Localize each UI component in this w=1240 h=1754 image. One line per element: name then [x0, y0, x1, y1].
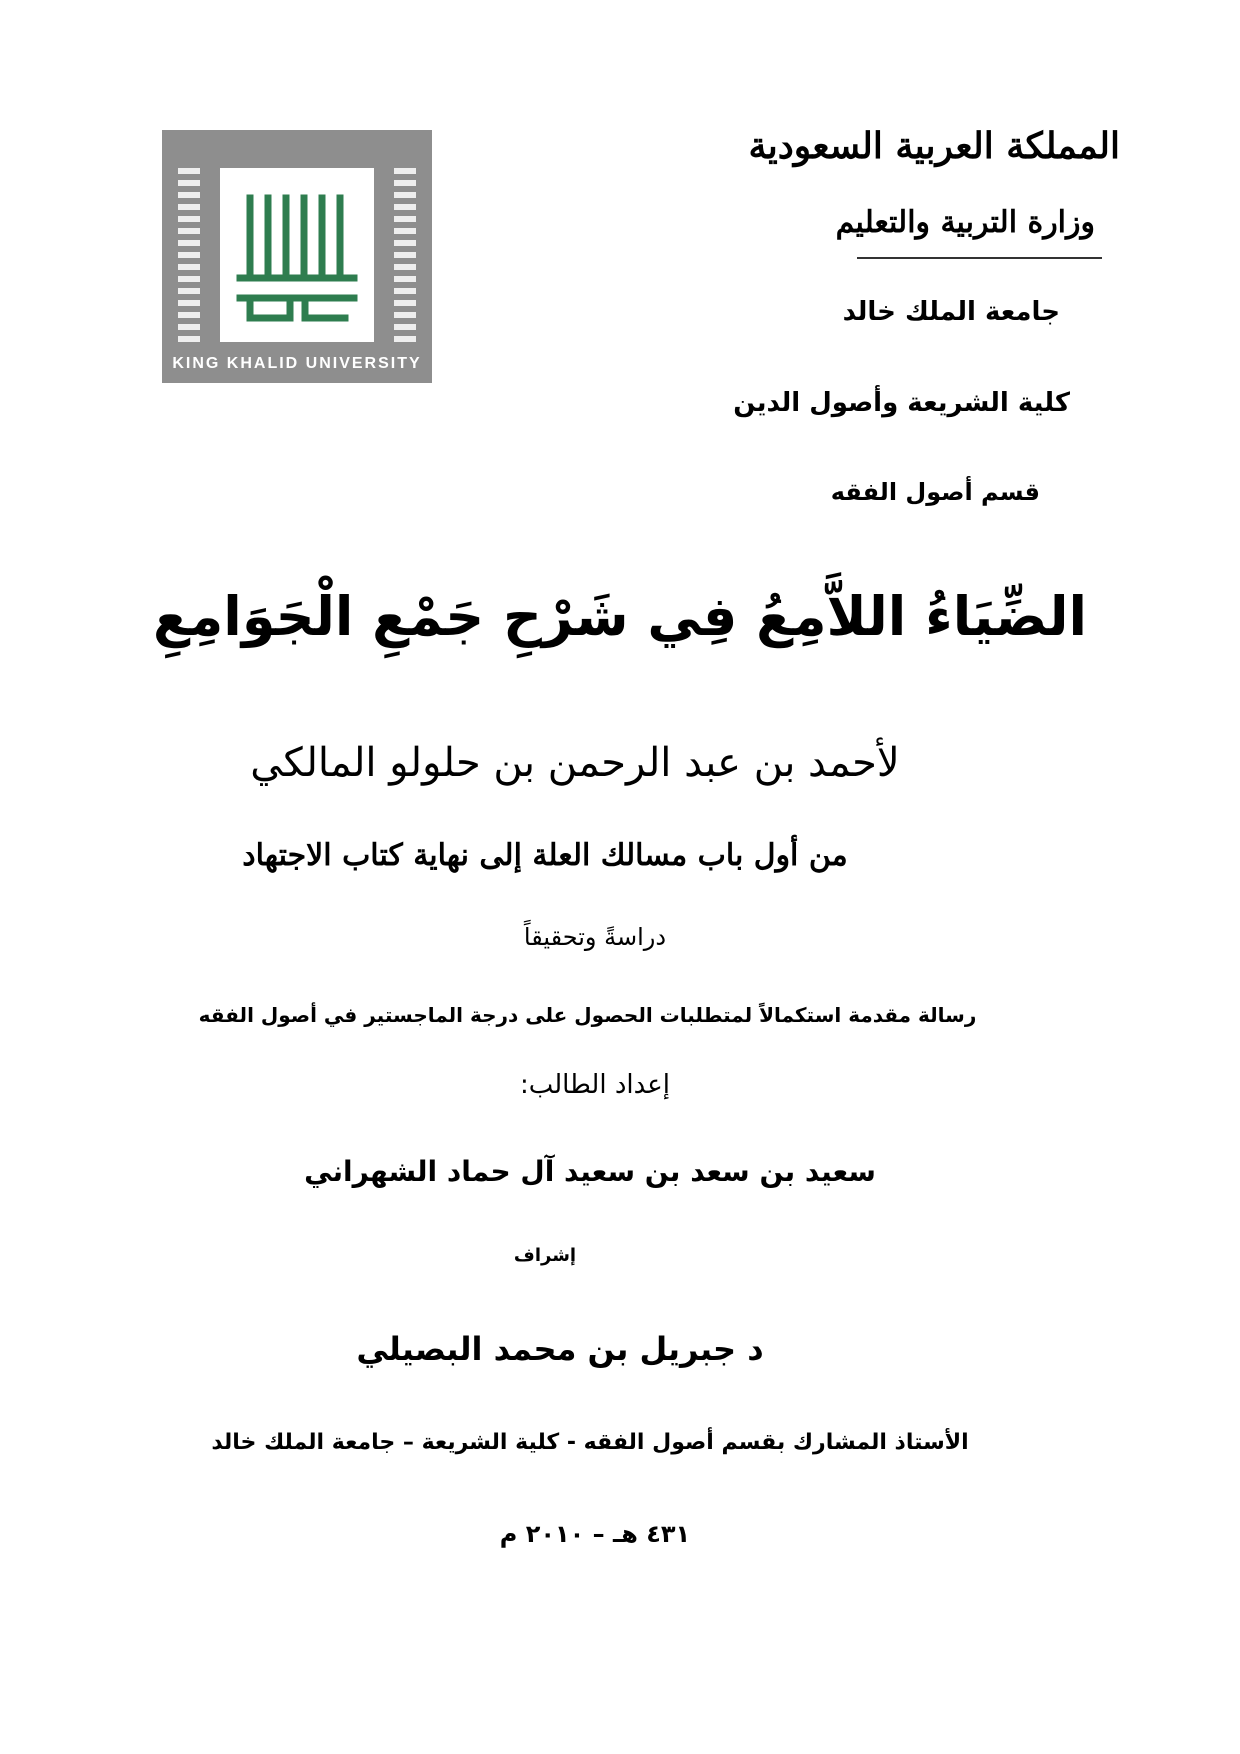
advisor-name: د جبريل بن محمد البصيلي: [356, 1330, 764, 1368]
logo-english-name: KING KHALID UNIVERSITY: [172, 355, 422, 372]
department-name: قسم أصول الفقه: [830, 478, 1040, 506]
ministry-underline: [857, 257, 1102, 259]
book-author: لأحمد بن عبد الرحمن بن حلولو المالكي: [250, 740, 900, 786]
logo-right-ornament: [394, 168, 416, 342]
advisor-role: الأستاذ المشارك بقسم أصول الفقه - كلية الشريعة – جامعة الملك خالد: [211, 1430, 969, 1455]
study-label: دراسةً وتحقيقاً: [523, 923, 667, 951]
thesis-statement: رسالة مقدمة استكمالاً لمتطلبات الحصول على درجة الماجستير في أصول الفقه: [198, 1003, 977, 1027]
book-title: الضِّيَاءُ اللاَّمِعُ فِي شَرْحِ جَمْعِ الْجَوَامِعِ: [152, 585, 1088, 648]
college-name: كلية الشريعة وأصول الدين: [733, 388, 1070, 418]
student-name: سعيد بن سعد بن سعيد آل حماد الشهراني: [304, 1155, 876, 1188]
logo-left-ornament: [178, 168, 200, 342]
ministry-heading: وزارة التربية والتعليم: [835, 205, 1095, 240]
university-name: جامعة الملك خالد: [842, 297, 1060, 327]
kingdom-heading: المملكة العربية السعودية: [748, 125, 1120, 167]
university-logo: [162, 130, 432, 383]
logo-calligraphy-icon: [220, 168, 374, 342]
supervision-label: إشراف: [513, 1245, 577, 1266]
thesis-date: ٤٣١ هـ – ٢٠١٠ م: [499, 1520, 691, 1548]
prepared-by-label: إعداد الطالب:: [519, 1070, 671, 1100]
book-section-range: من أول باب مسالك العلة إلى نهاية كتاب الاجتهاد: [242, 838, 848, 873]
